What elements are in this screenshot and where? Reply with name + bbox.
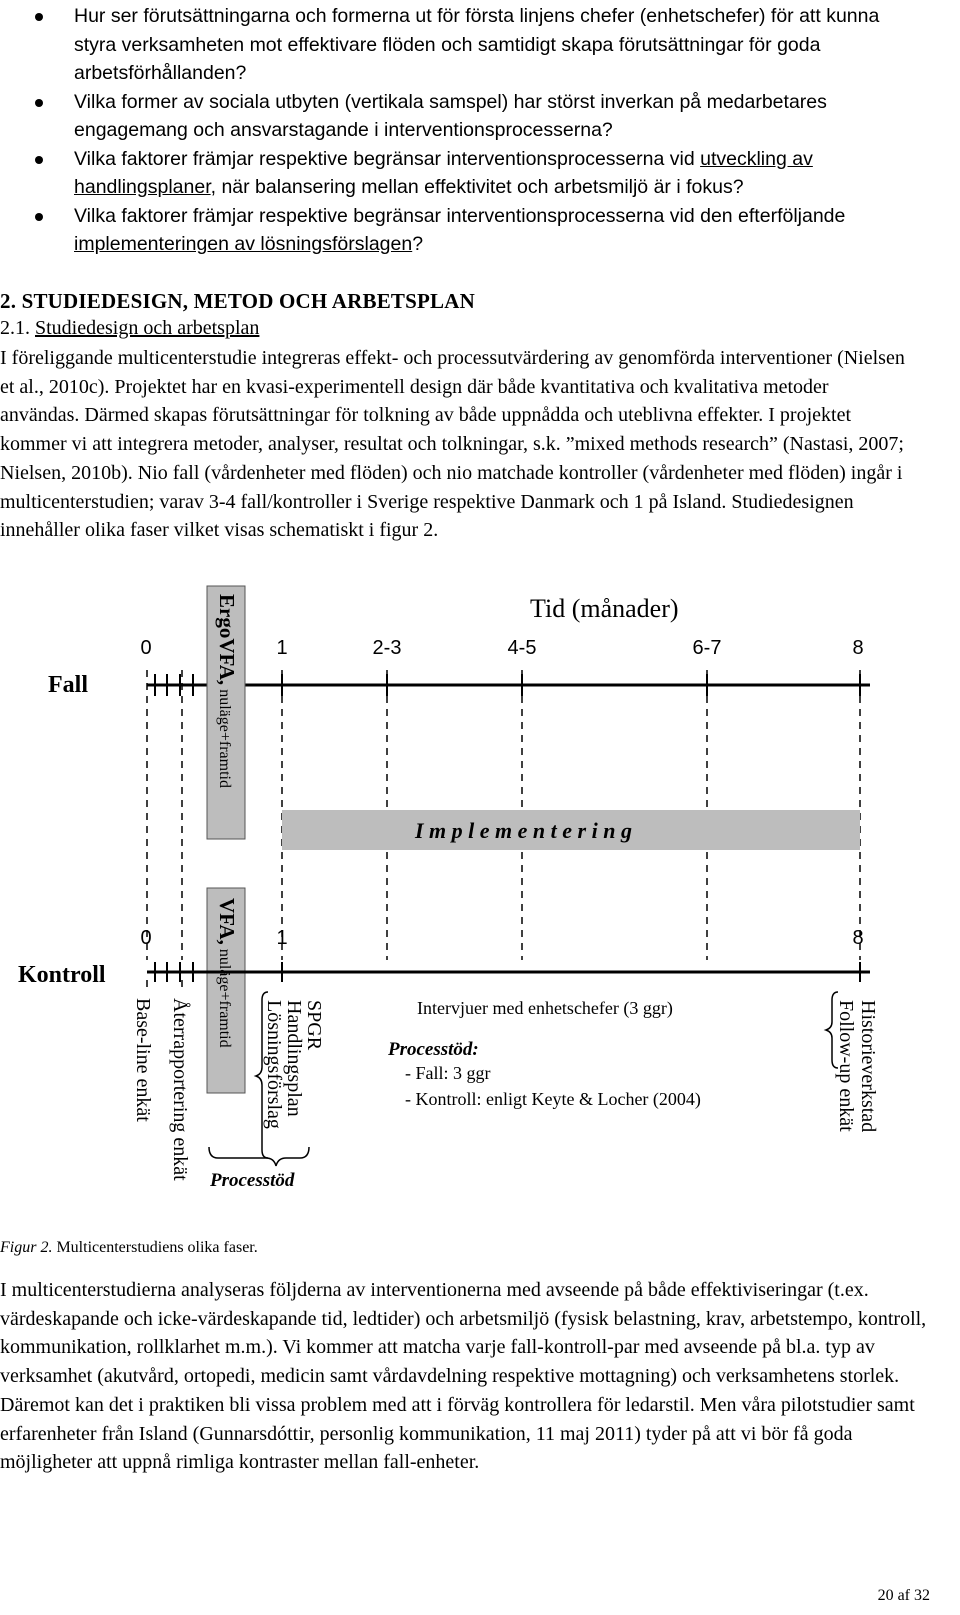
section-heading: 2. STUDIEDESIGN, METOD OCH ARBETSPLAN xyxy=(0,289,475,313)
fall-tick-3: 4-5 xyxy=(507,637,537,659)
brace-bottom-icon xyxy=(209,1147,309,1166)
list-item: Hur ser förutsättningarna och formerna ut för första linjens chefer (enhetschefer) för att kunna styra verksamheten mot effektivare flöden och samtidigt skapa förutsättningar för goda arbetsförhållanden? xyxy=(0,2,960,88)
research-questions-list xyxy=(0,2,960,259)
fall-tick-2: 2-3 xyxy=(372,637,402,659)
fall-tick-0: 0 xyxy=(140,637,152,659)
list-item: Vilka faktorer främjar respektive begränsar interventionsprocesserna vid utveckling av handlingsplaner, när balansering mellan effektivitet och arbetsmiljö är i fokus? xyxy=(0,145,960,202)
time-title: Tid (månader) xyxy=(530,594,679,623)
bullet-icon xyxy=(35,156,43,164)
subsection-heading: 2.1. Studiedesign och arbetsplan xyxy=(0,317,260,339)
bullet-icon xyxy=(35,13,43,21)
body-paragraph: I föreliggande multicenterstudie integreras effekt- och processutvärdering av genomförda interventioner (Nielsen et al., 2010c). Projektet har en kvasi-experimentell design där både kvantitativa och kvalitativa metoder användas. Därmed skapas förutsättningar för tolkning av både uppnådda och uteblivna effekter. I projektet kommer vi att integrera metoder, analyser, resultat och tolkningar, s.k. ”mixed methods research” (Nastasi, 2007; Nielsen, 2010b). Nio fall (vårdenheter med flöden) och nio matchade kontroller (vårdenheter med flöden) ingår i multicenterstudien; varav 3-4 fall/kontroller i Sverige respektive Danmark och 1 på Island. Studiedesignen innehåller olika faser vilket visas schematiskt i figur 2. xyxy=(0,347,905,542)
study-design-figure xyxy=(0,582,960,1232)
processtod-title: Processtöd: xyxy=(388,1039,479,1060)
page-number: 20 af 32 xyxy=(877,1587,930,1604)
fall-tick-1: 1 xyxy=(276,637,288,659)
spgr-label: SPGR xyxy=(303,1000,325,1051)
kontroll-tick-1: 1 xyxy=(276,927,288,949)
intervjuer-label: Intervjuer med enhetschefer (3 ggr) xyxy=(417,998,673,1018)
processtod-fall: - Fall: 3 ggr xyxy=(405,1063,491,1083)
fall-tick-4: 6-7 xyxy=(692,637,722,659)
followup-label: Follow-up enkät xyxy=(835,1000,857,1132)
list-item: Vilka former av sociala utbyten (vertikala samspel) har störst inverkan på medarbetares engagemang och ansvarstagande i interventionsprocesserna? xyxy=(0,88,960,145)
bullet-icon xyxy=(35,99,43,107)
kontroll-tick-2: 8 xyxy=(852,927,864,949)
fall-label: Fall xyxy=(48,672,88,698)
list-item: Vilka faktorer främjar respektive begränsar interventionsprocesserna vid den efterföljande implementeringen av lösningsförslagen? xyxy=(0,202,960,259)
figure-caption: Figur 2. Multicenterstudiens olika faser. xyxy=(0,1239,258,1256)
kontroll-tick-0: 0 xyxy=(140,927,152,949)
kontroll-label: Kontroll xyxy=(18,962,106,988)
ergovfa-label: ErgoVFA, nuläge+framtid xyxy=(215,594,239,788)
aterrapportering-label: Återrapportering enkät xyxy=(169,998,191,1181)
fall-tick-5: 8 xyxy=(852,637,864,659)
baseline-label: Base-line enkät xyxy=(132,998,154,1122)
vfa-label: VFA, nuläge+framtid xyxy=(215,898,239,1048)
processtod-kontroll: - Kontroll: enligt Keyte & Locher (2004) xyxy=(405,1089,701,1109)
historieverkstad-label: Historieverkstad xyxy=(857,1000,879,1133)
losningsforslag-label: Lösningsförslag xyxy=(263,1000,285,1129)
processtod-bottom-label: Processtöd xyxy=(210,1170,295,1191)
implementation-label: I m p l e m e n t e r i n g xyxy=(415,818,632,843)
body-paragraph-2: I multicenterstudierna analyseras följderna av interventionerna med avseende på både effektiviseringar (t.ex. värdeskapande och icke-värdeskapande tid, ledtider) och arbetsmiljö (fysisk belastning, krav, arbetstempo, kontroll, kommunikation, rollklarhet m.m.). Vi kommer att matcha varje fall-kontroll-par med avseende på bl.a. typ av verksamhet (akutvård, ortopedi, medicin samt vårdavdelning respektive mottagning) och verksamhetens storlek. Däremot kan det i praktiken bli vissa problem med att i förväg kontrollera för ledarstil. Men våra pilotstudier samt erfarenheter från Island (Gunnarsdóttir, personlig kommunikation, 11 maj 2011) tyder på att vi bör få goda möjligheter att uppnå rimliga kontraster mellan fall-enheter. xyxy=(0,1279,927,1474)
handlingsplan-label: Handlingsplan xyxy=(283,1000,305,1117)
bullet-icon xyxy=(35,213,43,221)
